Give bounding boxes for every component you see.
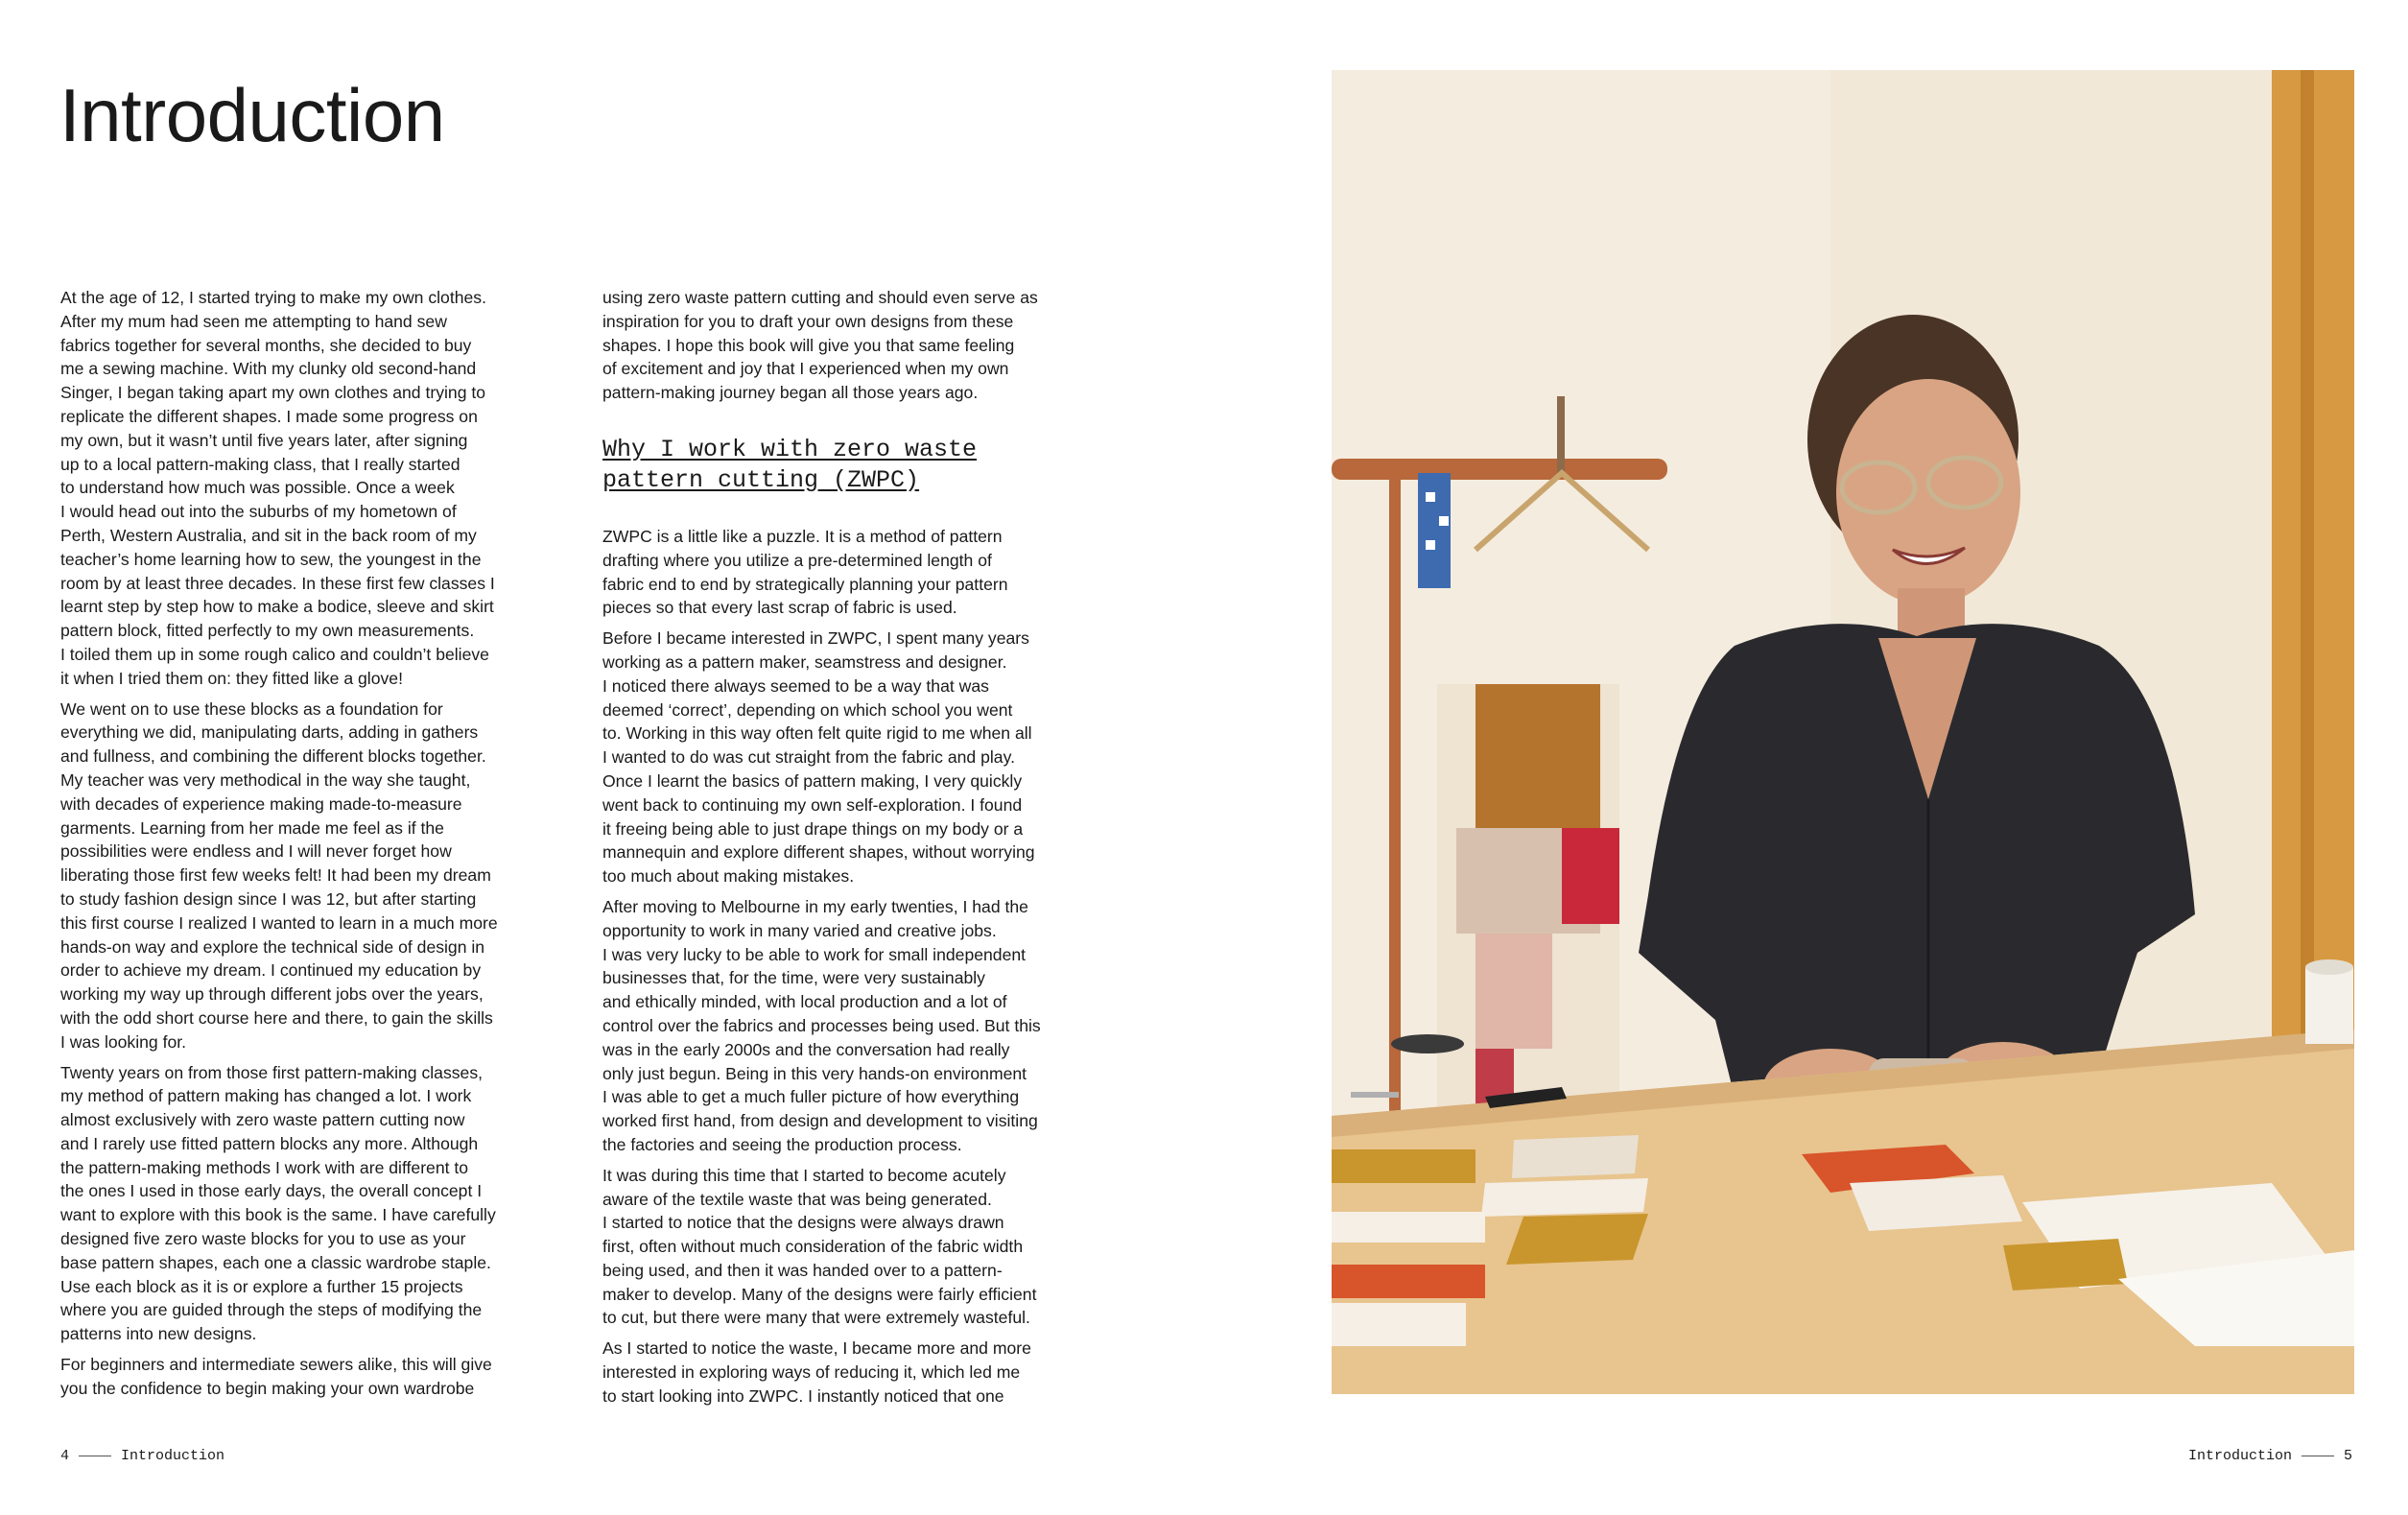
left-text-column <box>60 286 552 1408</box>
footer-right <box>2188 1448 2352 1464</box>
page-number: 5 <box>2343 1448 2352 1464</box>
paragraph: At the age of 12, I started trying to make my own clothes. After my mum had seen me attempting to hand sew fabrics together for several months, she decided to buy me a sewing machine. With my clunky old second-hand Singer, I began taking apart my own clothes and trying to replicate the different shapes. I made some progress on my own, but it wasn’t until five years later, after signing up to a local pattern-making class, that I really started to understand how much was possible. Once a week I would head out into the suburbs of my hometown of Perth, Western Australia, and sit in the back room of my teacher’s home learning how to sew, the youngest in the room by at least three decades. In these first few classes I learnt step by step how to make a bodice, sleeve and skirt pattern block, fitted perfectly to my own measurements. I toiled them up in some rough calico and couldn’t believe it when I tried them on: they fitted like a glove! <box>60 288 495 688</box>
page-number: 4 <box>60 1448 70 1464</box>
paragraph: It was during this time that I started to become acutely aware of the textile waste that was being generated. I started to notice that the designs were always drawn first, often without much consideration of the fabric width being used, and then it was handed over to a pattern- maker to develop. Many of the designs were fairly efficient to cut, but there were many that were extremely wasteful. <box>602 1165 1037 1328</box>
paragraph: After moving to Melbourne in my early twenties, I had the opportunity to work in many varied and creative jobs. I was very lucky to be able to work for small independent businesses that, for the time, were very sustainably and ethically minded, with local production and a lot of control over the fabrics and processes being used. But this was in the early 2000s and the conversation had really only just begun. Being in this very hands-on environment I was able to get a much fuller picture of how everything worked first hand, from design and development to visiting the factories and seeing the production process. <box>602 896 1041 1154</box>
page-title: Introduction <box>59 73 445 157</box>
paragraph: ZWPC is a little like a puzzle. It is a method of pattern drafting where you utilize a pre-determined length of fabric end to end by strategically planning your pattern pieces so that every last scrap of fabric is used. <box>602 526 1008 618</box>
right-text-column <box>602 286 1094 1415</box>
paragraph: using zero waste pattern cutting and should even serve as inspiration for you to draft your own designs from these shapes. I hope this book will give you that same feeling of excitement and joy that I experienced when my own pattern-making journey began all those years ago. <box>602 288 1038 403</box>
paragraph: Twenty years on from those first pattern-making classes, my method of pattern making has changed a lot. I work almost exclusively with zero waste pattern cutting now and I rarely use fitted pattern blocks any more. Although the pattern-making methods I work with are different to the ones I used in those early days, the overall concept I want to explore with this book is the same. I have carefully designed five zero waste blocks for you to use as your base pattern shapes, each one a classic wardrobe staple. Use each block as it is or explore a further 15 projects where you are guided through the steps of modifying the patterns into new designs. <box>60 1062 496 1344</box>
author-photo <box>1332 70 2354 1394</box>
running-head: Introduction <box>121 1448 225 1464</box>
paragraph: Before I became interested in ZWPC, I spent many years working as a pattern maker, seamstress and designer. I noticed there always seemed to be a way that was deemed ‘correct’, depending on which school you went to. Working in this way often felt quite rigid to me when all I wanted to do was cut straight from the fabric and play. Once I learnt the basics of pattern making, I very quickly went back to continuing my own self-exploration. I found it freeing being able to just drape things on my body or a mannequin and explore different shapes, without worrying too much about making mistakes. <box>602 628 1035 887</box>
running-head: Introduction <box>2187 1448 2292 1464</box>
paragraph: We went on to use these blocks as a foundation for everything we did, manipulating darts, adding in gathers and fullness, and combining the different blocks together. My teacher was very methodical in the way she taught, with decades of experience making made-to-measure garments. Learning from her made me feel as if the possibilities were endless and I will never forget how liberating those first few weeks felt! It had been my dream to study fashion design since I was 12, but after starting this first course I realized I wanted to learn in a much more hands-on way and explore the technical side of design in order to achieve my dream. I continued my education by working my way up through different jobs over the years, with the odd short course here and there, to gain the skills I was looking for. <box>60 698 498 1052</box>
section-subheading: Why I work with zero waste pattern cutting (ZWPC) <box>602 435 978 494</box>
paragraph: For beginners and intermediate sewers alike, this will give you the confidence to begin making your own wardrobe <box>60 1355 492 1398</box>
footer-left <box>60 1448 224 1464</box>
paragraph: As I started to notice the waste, I became more and more interested in exploring ways of reducing it, which led me to start looking into ZWPC. I instantly noticed that one <box>602 1338 1031 1406</box>
